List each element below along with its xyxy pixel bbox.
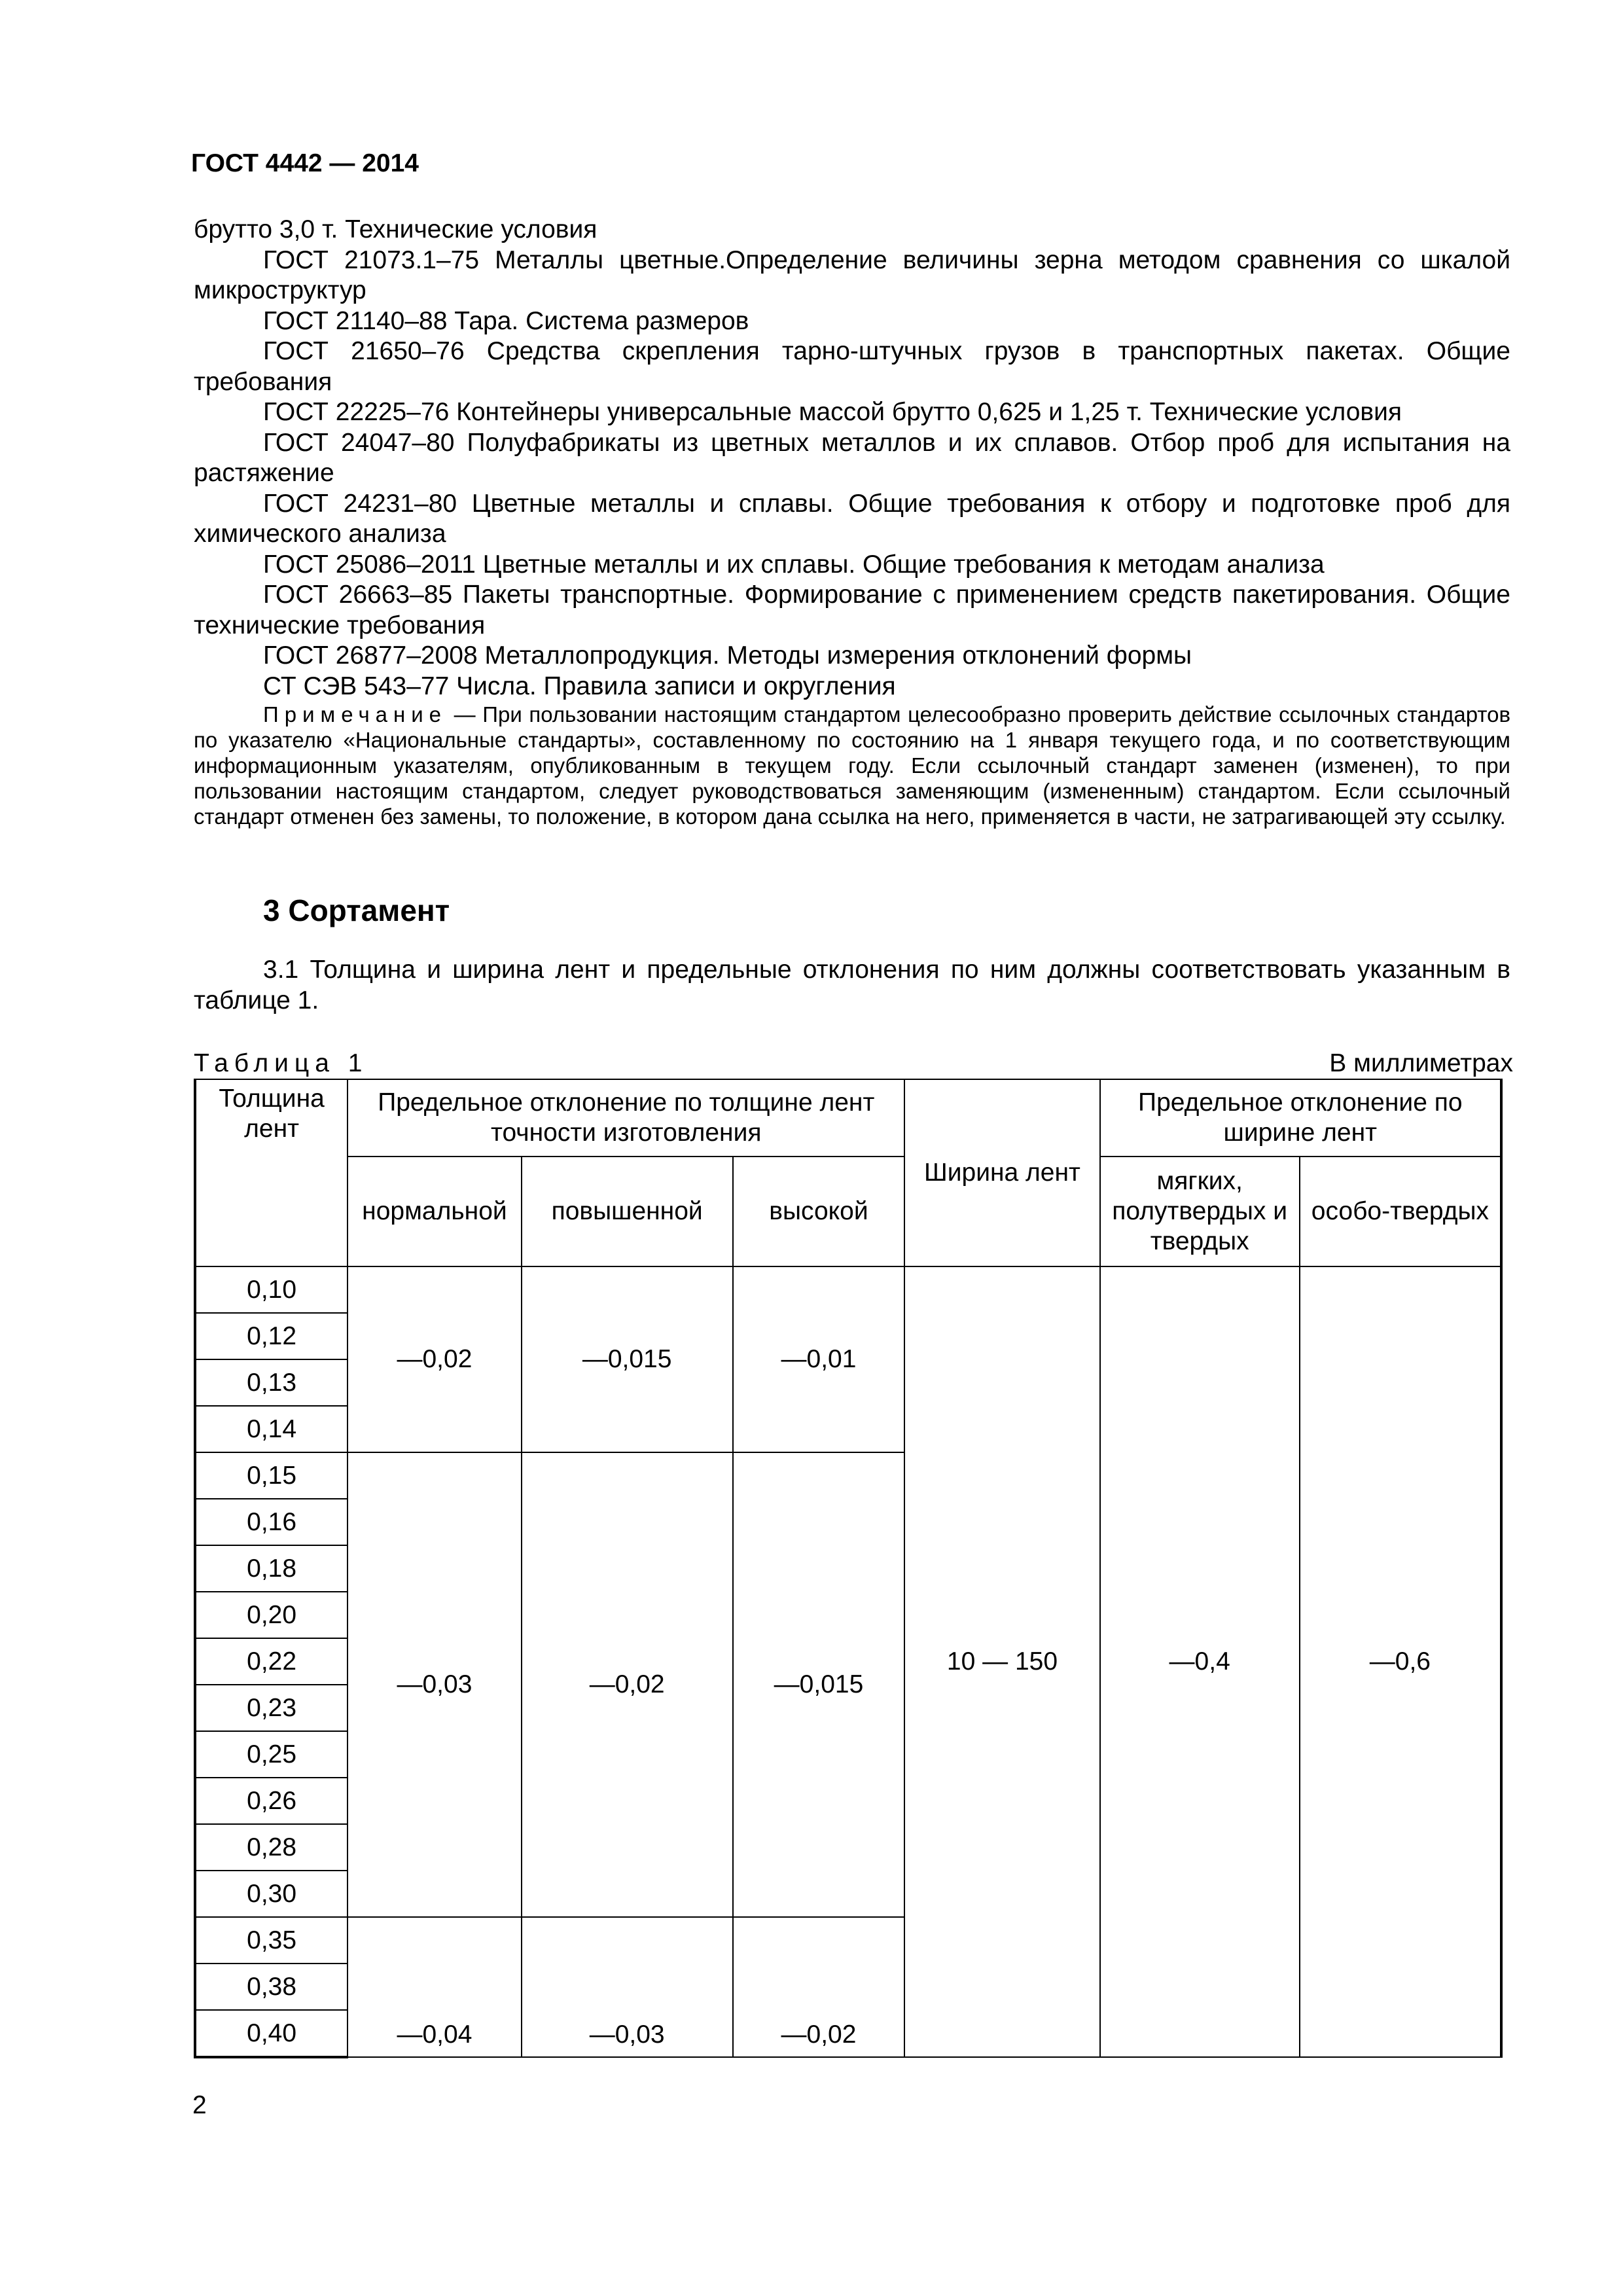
thickness-cell: 0,40 xyxy=(195,2010,348,2057)
reference-item: ГОСТ 24047–80 Полуфабрикаты из цветных металлов и их сплавов. Отбор проб для испытания на растяжение xyxy=(194,428,1510,487)
reference-item: ГОСТ 24231–80 Цветные металлы и сплавы. Общие требования к отбору и подготовке проб для химического анализа xyxy=(194,489,1510,548)
reference-item: ГОСТ 26663–85 Пакеты транспортные. Формирование с применением средств пакетирования. Общие технические требования xyxy=(194,581,1510,639)
thickness-cell: 0,20 xyxy=(195,1592,348,1638)
note-text: — При пользовании настоящим стандартом целесообразно проверить действие ссылочных стандартов по указателю «Национальные стандарты», составленному по состоянию на 1 января текущего года, и по соответствующим информационным указателям, опубликованным в текущем году. Если ссылочный стандарт заменен (изменен), то при пользовании настоящим стандартом, следует руководствоваться заменяющим (измененным) стандартом. Если ссылочный стандарт отменен без замены, то положение, в котором дана ссылка на него, применяется в части, не затрагивающей эту ссылку. xyxy=(194,702,1510,829)
table-units: В миллиметрах xyxy=(1329,1049,1513,1077)
width-range-cell: 10 — 150 xyxy=(904,1266,1099,2057)
thickness-cell: 0,10 xyxy=(195,1266,348,1313)
reference-item: брутто 3,0 т. Технические условия xyxy=(194,215,597,243)
thickness-cell: 0,25 xyxy=(195,1731,348,1778)
table-caption: Таблица 1 xyxy=(194,1049,368,1077)
header-normal: нормальной xyxy=(348,1157,522,1266)
header-soft: мягких, полутвердых и твердых xyxy=(1100,1157,1300,1266)
reference-item: ГОСТ 22225–76 Контейнеры универсальные массой брутто 0,625 и 1,25 т. Технические условия xyxy=(263,398,1402,426)
page-header: ГОСТ 4442 — 2014 xyxy=(191,149,419,177)
thickness-cell: 0,23 xyxy=(195,1685,348,1731)
width-dev-extra-hard-cell: —0,6 xyxy=(1300,1266,1501,2057)
thickness-cell: 0,13 xyxy=(195,1359,348,1406)
dev-increased-cell: —0,015 xyxy=(522,1266,733,1452)
thickness-cell: 0,35 xyxy=(195,1917,348,1964)
header-extra-hard: особо-твердых xyxy=(1300,1157,1501,1266)
section-title: 3 Сортамент xyxy=(263,893,450,927)
reference-item: ГОСТ 25086–2011 Цветные металлы и их сплавы. Общие требования к методам анализа xyxy=(263,550,1325,579)
thickness-cell: 0,22 xyxy=(195,1638,348,1685)
thickness-cell: 0,14 xyxy=(195,1406,348,1452)
thickness-cell: 0,26 xyxy=(195,1778,348,1824)
thickness-cell: 0,12 xyxy=(195,1313,348,1359)
dev-normal-cell: —0,04 xyxy=(348,1917,522,2057)
note xyxy=(194,702,1510,829)
section-paragraph: 3.1 Толщина и ширина лент и предельные отклонения по ним должны соответствовать указанным в таблице 1. xyxy=(194,956,1510,1014)
dev-high-cell: —0,01 xyxy=(733,1266,905,1452)
thickness-cell: 0,38 xyxy=(195,1964,348,2010)
sortament-table xyxy=(194,1079,1505,2058)
thickness-cell: 0,30 xyxy=(195,1871,348,1917)
width-dev-soft-cell: —0,4 xyxy=(1100,1266,1300,2057)
normative-references xyxy=(194,215,1510,829)
thickness-cell: 0,18 xyxy=(195,1545,348,1592)
dev-high-cell: —0,015 xyxy=(733,1452,905,1917)
page-number: 2 xyxy=(192,2091,207,2119)
dev-high-cell: —0,02 xyxy=(733,1917,905,2057)
thickness-cell: 0,28 xyxy=(195,1824,348,1871)
header-width: Ширина лент xyxy=(904,1079,1099,1266)
dev-increased-cell: —0,03 xyxy=(522,1917,733,2057)
reference-item: ГОСТ 26877–2008 Металлопродукция. Методы измерения отклонений формы xyxy=(263,641,1192,670)
note-label: Примечание xyxy=(263,702,448,726)
header-high: высокой xyxy=(733,1157,905,1266)
reference-item: ГОСТ 21650–76 Средства скрепления тарно-штучных грузов в транспортных пакетах. Общие требования xyxy=(194,337,1510,396)
header-increased: повышенной xyxy=(522,1157,733,1266)
dev-normal-cell: —0,02 xyxy=(348,1266,522,1452)
thickness-cell: 0,16 xyxy=(195,1499,348,1545)
header-thickness-deviation: Предельное отклонение по толщине лент точности изготовления xyxy=(348,1079,904,1157)
reference-item: ГОСТ 21073.1–75 Металлы цветные.Определение величины зерна методом сравнения со шкалой микроструктур xyxy=(194,245,1510,304)
header-width-deviation: Предельное отклонение по ширине лент xyxy=(1100,1079,1501,1157)
dev-increased-cell: —0,02 xyxy=(522,1452,733,1917)
dev-normal-cell: —0,03 xyxy=(348,1452,522,1917)
reference-item: ГОСТ 21140–88 Тара. Система размеров xyxy=(263,306,749,335)
header-thickness: Толщина лент xyxy=(195,1079,348,1266)
thickness-cell: 0,15 xyxy=(195,1452,348,1499)
reference-item: СТ СЭВ 543–77 Числа. Правила записи и округления xyxy=(263,672,896,700)
